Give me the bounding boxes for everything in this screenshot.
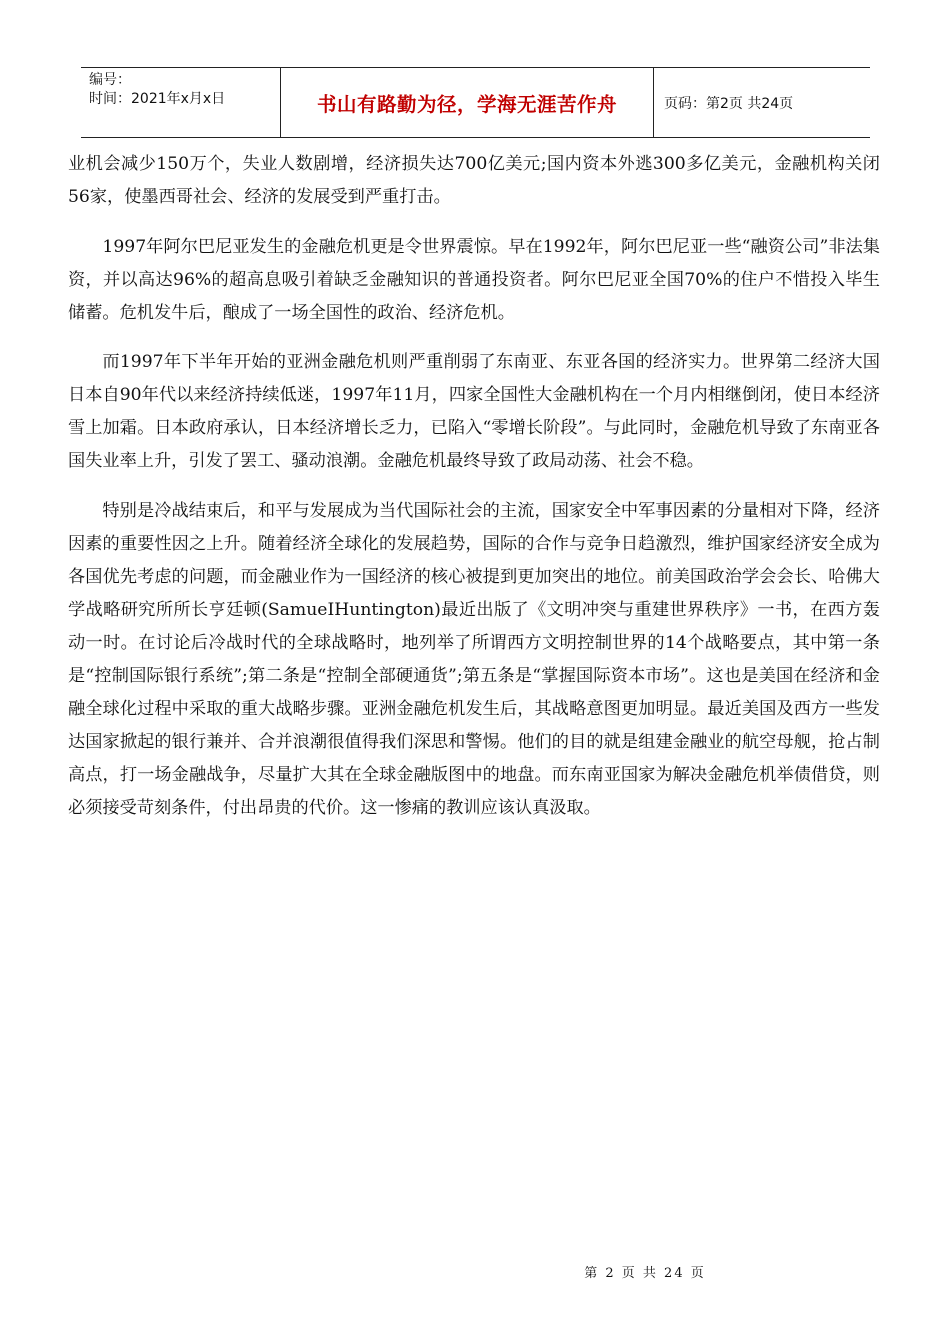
paragraph-continuation: 业机会减少150万个，失业人数剧增，经济损失达700亿美元;国内资本外逃300多亿美元，金融机构关闭56家，使墨西哥社会、经济的发展受到严重打击。 [68,154,880,207]
paragraph: 而1997年下半年开始的亚洲金融危机则严重削弱了东南亚、东亚各国的经济实力。世界第二经济大国日本自90年代以来经济持续低迷，1997年11月，四家全国性大金融机构在一个月内相继倒闭，使日本经济雪上加霜。日本政府承认，日本经济增长乏力，已陷入“零增长阶段”。与此同时，金融危机导致了东南亚各国失业率上升，引发了罢工、骚动浪潮。金融危机最终导致了政局动荡、社会不稳。 [68,352,880,471]
header-motto: 书山有路勤为径，学海无涯苦作舟 [281,68,654,137]
header-meta-cell [81,68,281,137]
page-header [81,67,870,138]
paragraph: 特别是冷战结束后，和平与发展成为当代国际社会的主流，国家安全中军事因素的分量相对下降，经济因素的重要性因之上升。随着经济全球化的发展趋势，国际的合作与竞争日趋激烈，维护国家经济安全成为各国优先考虑的问题，而金融业作为一国经济的核心被提到更加突出的地位。前美国政治学会会长、哈佛大学战略研究所所长亨廷顿(SamueIHuntington)最近出版了《文明冲突与重建世界秩序》一书，在西方轰动一时。在讨论后冷战时代的全球战略时，地列举了所谓西方文明控制世界的14个战略要点，其中第一条是“控制国际银行系统”;第二条是“控制全部硬通货”;第五条是“掌握国际资本市场”。这也是美国在经济和金融全球化过程中采取的重大战略步骤。亚洲金融危机发生后，其战略意图更加明显。最近美国及西方一些发达国家掀起的银行兼并、合并浪潮很值得我们深思和警惕。他们的目的就是组建金融业的航空母舰，抢占制高点，打一场金融战争，尽量扩大其在全球金融版图中的地盘。而东南亚国家为解决金融危机举债借贷，则必须接受苛刻条件，付出昂贵的代价。这一惨痛的教训应该认真汲取。 [68,500,880,818]
paragraph: 1997年阿尔巴尼亚发生的金融危机更是令世界震惊。早在1992年，阿尔巴尼亚一些“融资公司”非法集资，并以高达96%的超高息吸引着缺乏金融知识的普通投资者。阿尔巴尼亚全国70%的住户不惜投入毕生储蓄。危机发牛后，酿成了一场全国性的政治、经济危机。 [68,236,880,323]
document-date-label: 时间：2021年x月x日 [89,91,226,107]
header-page-info: 页码：第2页 共24页 [664,95,794,112]
page-footer: 第 2 页 共 24 页 [584,1266,706,1281]
document-number-label: 编号： [89,72,131,88]
document-body [68,148,880,841]
